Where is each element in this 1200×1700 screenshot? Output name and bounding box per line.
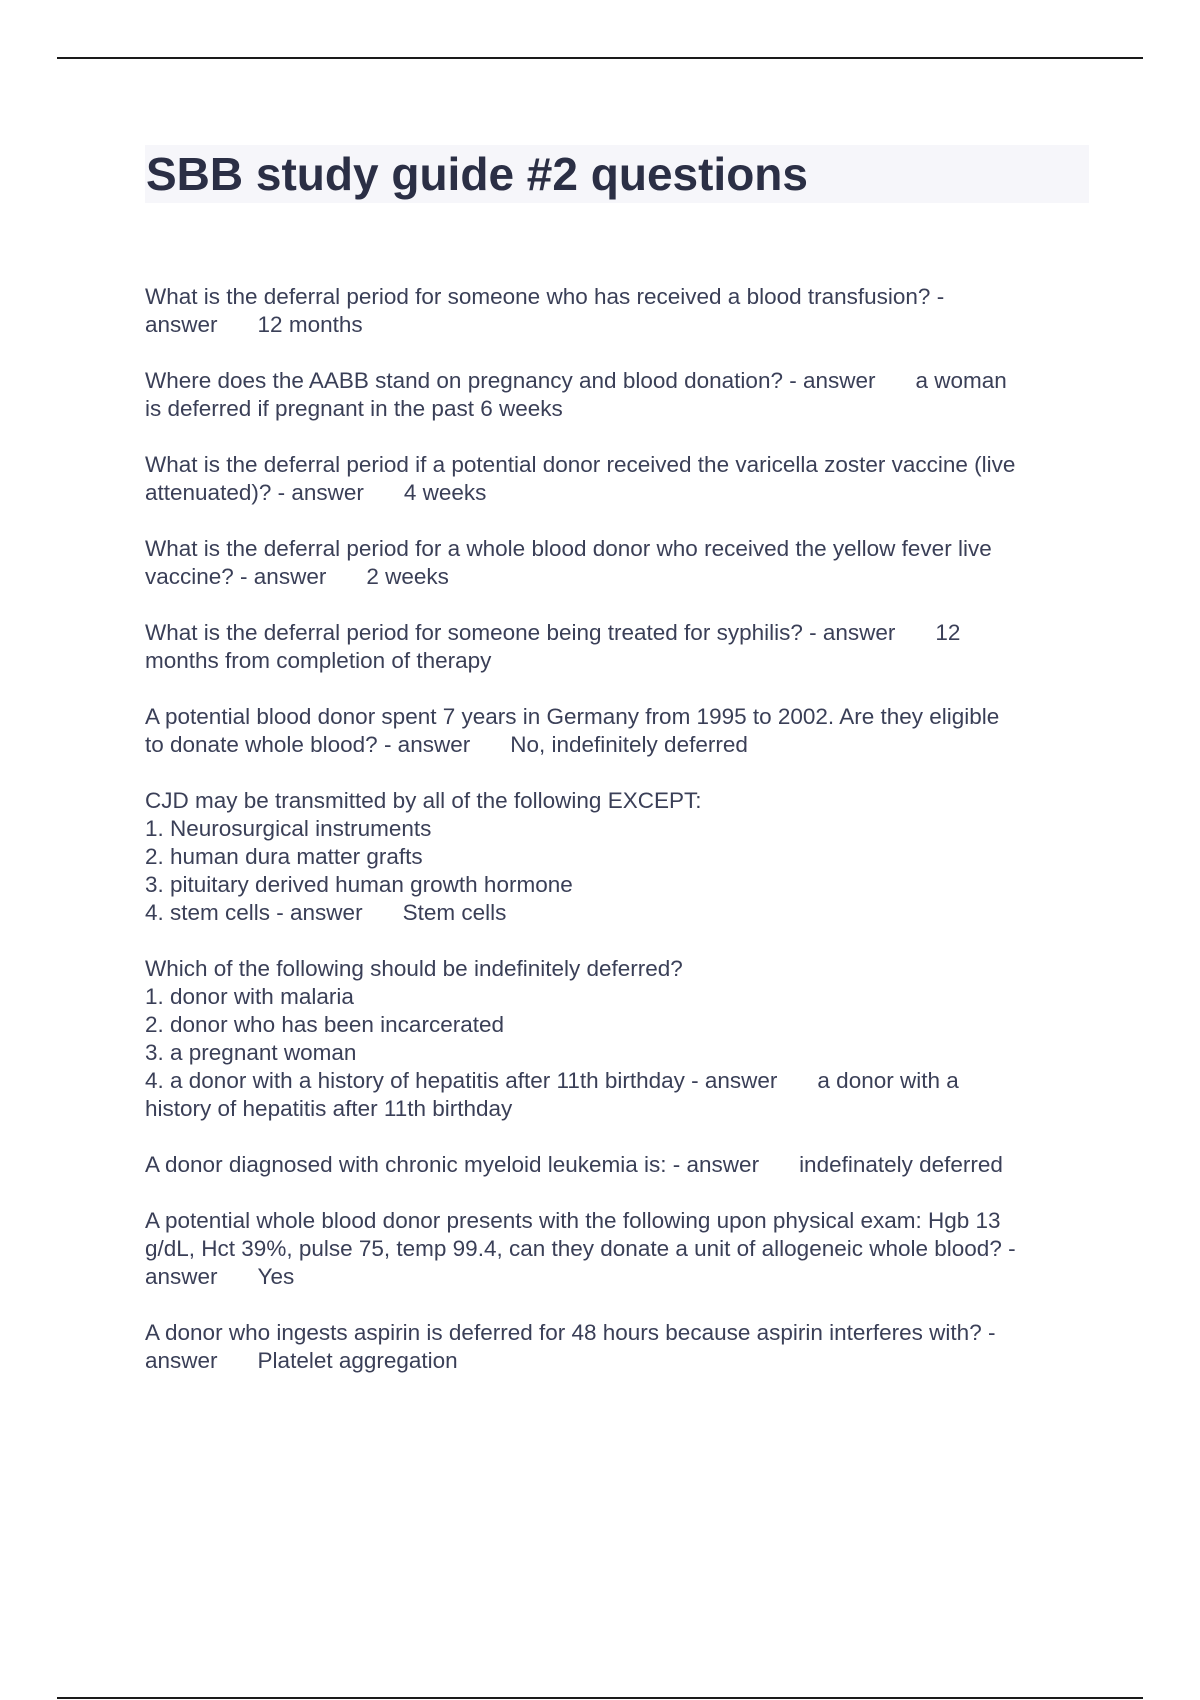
question-line <box>145 843 1090 871</box>
question-line <box>145 367 1090 395</box>
question-text: attenuated)? - answer <box>145 480 364 505</box>
question-line <box>145 1151 1090 1179</box>
question-item <box>145 703 1090 759</box>
question-line <box>145 703 1090 731</box>
answer-text: No, indefinitely deferred <box>510 732 748 757</box>
question-line <box>145 311 1090 339</box>
question-item <box>145 1207 1090 1291</box>
answer-text: 12 <box>935 620 961 645</box>
question-line <box>145 731 1090 759</box>
question-text: 2. human dura matter grafts <box>145 844 423 869</box>
question-text: A potential blood donor spent 7 years in Germany from 1995 to 2002. Are they eligible <box>145 704 1000 729</box>
answer-text: Platelet aggregation <box>257 1348 458 1373</box>
answer-text: 12 months <box>257 312 363 337</box>
question-text: What is the deferral period for someone being treated for syphilis? - answer <box>145 620 896 645</box>
question-item <box>145 619 1090 675</box>
question-line <box>145 899 1090 927</box>
question-item <box>145 283 1090 339</box>
question-item <box>145 535 1090 591</box>
question-text: Which of the following should be indefinitely deferred? <box>145 956 683 981</box>
question-line <box>145 479 1090 507</box>
answer-continuation: months from completion of therapy <box>145 648 492 673</box>
question-text: 3. a pregnant woman <box>145 1040 357 1065</box>
answer-continuation: is deferred if pregnant in the past 6 weeks <box>145 396 563 421</box>
question-line <box>145 1067 1090 1095</box>
question-line <box>145 815 1090 843</box>
footer-rule <box>57 1697 1143 1699</box>
question-text: 1. donor with malaria <box>145 984 354 1009</box>
answer-text: 2 weeks <box>366 564 449 589</box>
question-item <box>145 955 1090 1123</box>
question-text: CJD may be transmitted by all of the following EXCEPT: <box>145 788 702 813</box>
question-item <box>145 1151 1090 1179</box>
question-item <box>145 1319 1090 1375</box>
question-line <box>145 983 1090 1011</box>
answer-text: Stem cells <box>402 900 507 925</box>
question-line <box>145 787 1090 815</box>
question-text: What is the deferral period for a whole blood donor who received the yellow fever live <box>145 536 992 561</box>
question-list <box>145 283 1090 1403</box>
question-item <box>145 367 1090 423</box>
question-item <box>145 787 1090 927</box>
question-line <box>145 1011 1090 1039</box>
question-line <box>145 1039 1090 1067</box>
answer-text: Yes <box>257 1264 295 1289</box>
answer-text: a woman <box>915 368 1007 393</box>
question-line <box>145 1263 1090 1291</box>
question-text: What is the deferral period if a potential donor received the varicella zoster vaccine (live <box>145 452 1016 477</box>
question-line <box>145 1347 1090 1375</box>
question-line <box>145 451 1090 479</box>
answer-text: 4 weeks <box>403 480 487 505</box>
question-text: vaccine? - answer <box>145 564 327 589</box>
question-item <box>145 451 1090 507</box>
question-line <box>145 1235 1090 1263</box>
question-line <box>145 283 1090 311</box>
question-text: What is the deferral period for someone who has received a blood transfusion? - <box>145 284 945 309</box>
question-text: g/dL, Hct 39%, pulse 75, temp 99.4, can they donate a unit of allogeneic whole blood? - <box>145 1236 1016 1261</box>
question-line <box>145 619 1090 647</box>
question-text: answer <box>145 1348 218 1373</box>
answer-text: indefinately deferred <box>799 1152 1003 1177</box>
header-rule <box>57 57 1143 59</box>
question-text: answer <box>145 312 218 337</box>
question-text: 2. donor who has been incarcerated <box>145 1012 504 1037</box>
question-line <box>145 871 1090 899</box>
question-text: A donor diagnosed with chronic myeloid leukemia is: - answer <box>145 1152 760 1177</box>
question-line <box>145 955 1090 983</box>
question-line <box>145 535 1090 563</box>
question-text: 1. Neurosurgical instruments <box>145 816 432 841</box>
question-text: answer <box>145 1264 218 1289</box>
question-text: Where does the AABB stand on pregnancy and blood donation? - answer <box>145 368 876 393</box>
question-line <box>145 1319 1090 1347</box>
page-title: SBB study guide #2 questions <box>145 145 1089 203</box>
question-line <box>145 563 1090 591</box>
question-text: to donate whole blood? - answer <box>145 732 471 757</box>
question-text: 4. stem cells - answer <box>145 900 363 925</box>
question-text: A potential whole blood donor presents with the following upon physical exam: Hgb 13 <box>145 1208 1001 1233</box>
question-line <box>145 1207 1090 1235</box>
answer-text: a donor with a <box>817 1068 959 1093</box>
question-text: 4. a donor with a history of hepatitis after 11th birthday - answer <box>145 1068 778 1093</box>
question-text: 3. pituitary derived human growth hormone <box>145 872 573 897</box>
question-text: A donor who ingests aspirin is deferred for 48 hours because aspirin interferes with? - <box>145 1320 996 1345</box>
answer-continuation: history of hepatitis after 11th birthday <box>145 1096 513 1121</box>
